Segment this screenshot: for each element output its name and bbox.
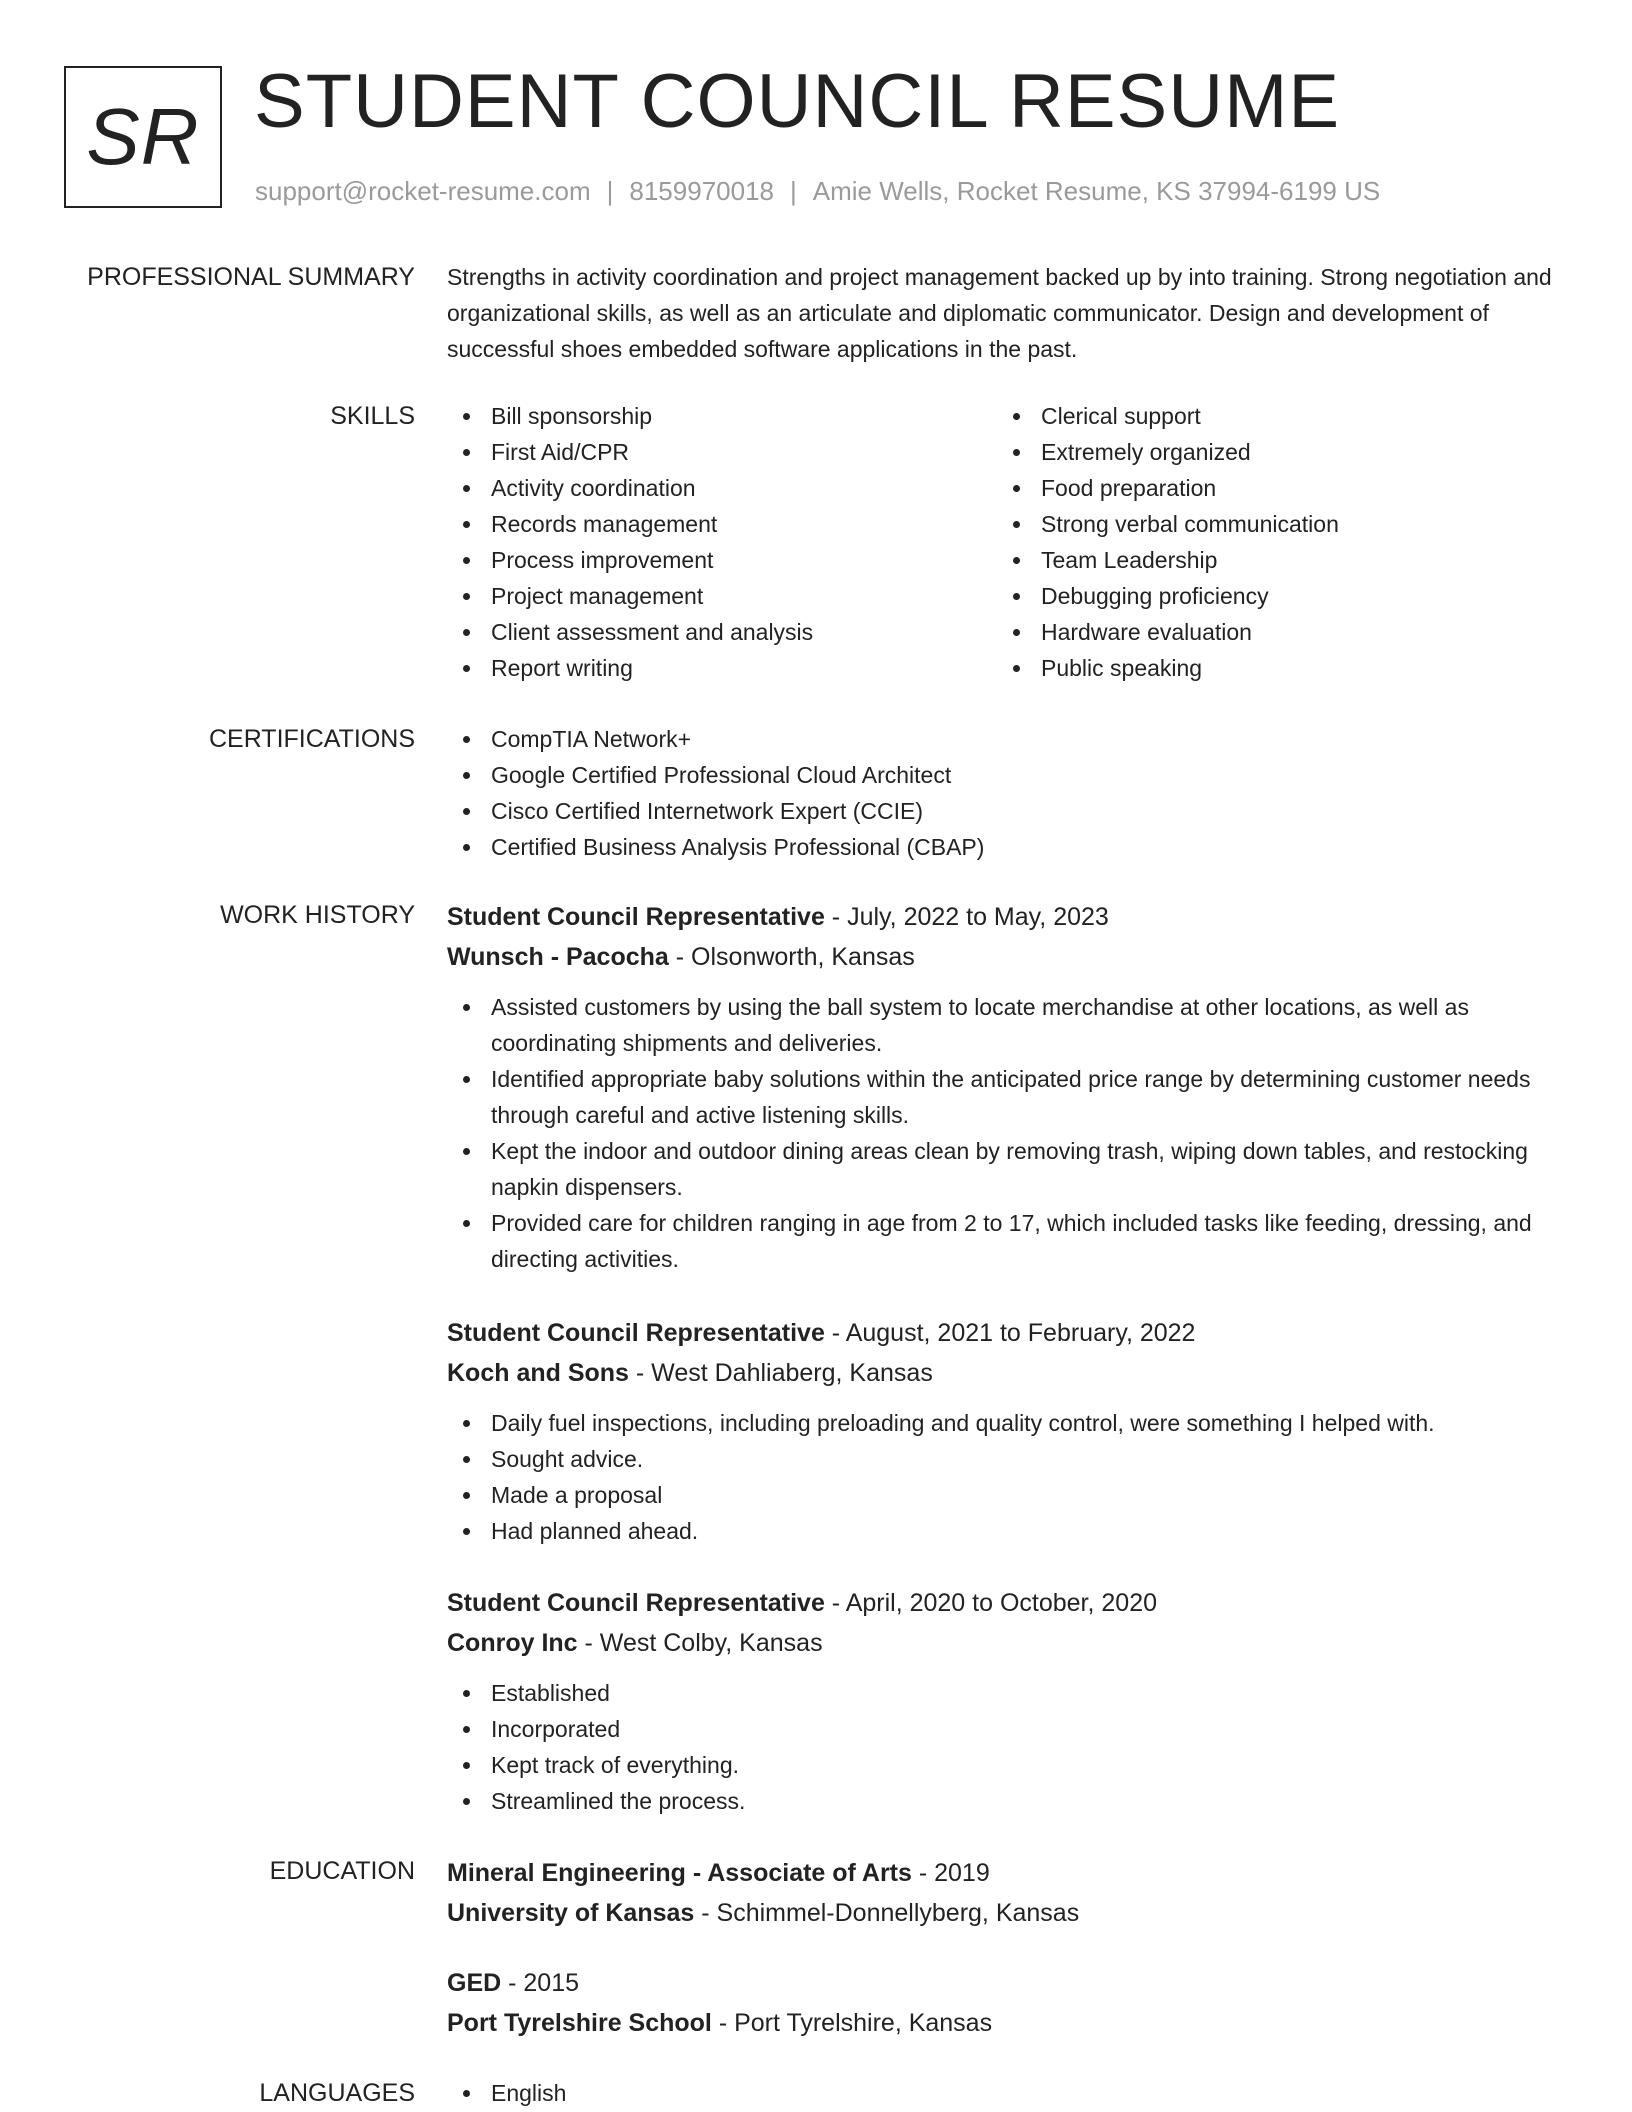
job-duty: Daily fuel inspections, including preloading and quality control, were something I helped with. <box>447 1405 1567 1441</box>
languages-body <box>447 2075 1567 2111</box>
contact-separator: | <box>606 176 614 206</box>
job-location: - West Dahliaberg, Kansas <box>628 1359 933 1387</box>
education-entry <box>447 1963 1567 2043</box>
education-school: University of Kansas <box>447 1899 695 1927</box>
skill-item: Client assessment and analysis <box>447 614 997 650</box>
job-entry <box>447 1313 1567 1549</box>
job-duties-list <box>447 989 1567 1277</box>
contact-separator: | <box>790 176 797 206</box>
section-heading-certifications: CERTIFICATIONS <box>208 725 415 753</box>
education-degree: GED <box>447 1969 502 1997</box>
job-company: Koch and Sons <box>447 1359 629 1387</box>
job-company-line <box>447 937 1567 977</box>
job-duty: Had planned ahead. <box>447 1513 1567 1549</box>
section-heading-work-history: WORK HISTORY <box>220 901 415 929</box>
job-location: - Olsonworth, Kansas <box>668 943 915 971</box>
job-duty: Established <box>447 1675 1567 1711</box>
job-title: Student Council Representative <box>447 903 825 931</box>
contact-phone: 8159970018 <box>629 176 774 206</box>
job-duty: Streamlined the process. <box>447 1783 1567 1819</box>
job-duty: Kept track of everything. <box>447 1747 1567 1783</box>
job-duty: Kept the indoor and outdoor dining areas clean by removing trash, wiping down tables, and restocking napkin dispensers. <box>447 1133 1567 1205</box>
skill-item: Report writing <box>447 650 997 686</box>
job-title-line <box>447 1313 1567 1353</box>
skill-item: First Aid/CPR <box>447 434 997 470</box>
job-duty: Identified appropriate baby solutions within the anticipated price range by determining customer needs through careful and active listening skills. <box>447 1061 1567 1133</box>
skill-item: Extremely organized <box>997 434 1547 470</box>
section-heading-skills: SKILLS <box>330 402 415 430</box>
skill-item: Bill sponsorship <box>447 398 997 434</box>
education-school: Port Tyrelshire School <box>447 2009 712 2037</box>
job-dates: - August, 2021 to February, 2022 <box>824 1319 1196 1347</box>
skill-item: Food preparation <box>997 470 1547 506</box>
job-company-line <box>447 1353 1567 1393</box>
job-duties-list <box>447 1675 1567 1819</box>
summary-body <box>447 259 1567 367</box>
language-item: English <box>447 2075 1567 2111</box>
section-heading-languages: LANGUAGES <box>259 2079 415 2107</box>
job-duty: Made a proposal <box>447 1477 1567 1513</box>
education-year: - 2015 <box>501 1969 580 1997</box>
job-entry <box>447 897 1567 1277</box>
skills-column-right <box>997 398 1547 686</box>
job-duty: Incorporated <box>447 1711 1567 1747</box>
job-title: Student Council Representative <box>447 1589 825 1617</box>
section-heading-education: EDUCATION <box>269 1857 415 1885</box>
monogram-logo: SR <box>64 66 222 208</box>
certification-item: Certified Business Analysis Professional (CBAP) <box>447 829 1567 865</box>
skills-list-left <box>447 398 997 686</box>
education-degree-line <box>447 1963 1567 2003</box>
skills-list-right <box>997 398 1547 686</box>
skill-item: Records management <box>447 506 997 542</box>
job-dates: - April, 2020 to October, 2020 <box>824 1589 1158 1617</box>
education-school-line <box>447 2003 1567 2043</box>
job-company-line <box>447 1623 1567 1663</box>
job-company: Wunsch - Pacocha <box>447 943 669 971</box>
job-title: Student Council Representative <box>447 1319 825 1347</box>
job-dates: - July, 2022 to May, 2023 <box>824 903 1109 931</box>
education-year: - 2019 <box>911 1859 990 1887</box>
education-degree: Mineral Engineering - Associate of Arts <box>447 1859 912 1887</box>
job-duty: Assisted customers by using the ball system to locate merchandise at other locations, as well as coordinating shipments and deliveries. <box>447 989 1567 1061</box>
skill-item: Process improvement <box>447 542 997 578</box>
education-degree-line <box>447 1853 1567 1893</box>
job-company: Conroy Inc <box>447 1629 578 1657</box>
job-title-line <box>447 897 1567 937</box>
summary-text: Strengths in activity coordination and project management backed up by into training. Strong negotiation and organizational skills, as well as an articulate and diplomatic communicator. Design and development of successful shoes embedded software applications in the past. <box>447 264 1552 362</box>
job-duty: Provided care for children ranging in age from 2 to 17, which included tasks like feeding, dressing, and directing activities. <box>447 1205 1567 1277</box>
contact-line <box>255 174 1380 208</box>
job-entry <box>447 1583 1567 1819</box>
skill-item: Project management <box>447 578 997 614</box>
skills-body <box>447 398 1567 686</box>
job-location: - West Colby, Kansas <box>577 1629 823 1657</box>
job-duty: Sought advice. <box>447 1441 1567 1477</box>
skill-item: Public speaking <box>997 650 1547 686</box>
section-heading-summary: PROFESSIONAL SUMMARY <box>87 263 415 291</box>
skill-item: Hardware evaluation <box>997 614 1547 650</box>
education-location: - Schimmel-Donnellyberg, Kansas <box>694 1899 1080 1927</box>
skill-item: Activity coordination <box>447 470 997 506</box>
skill-item: Clerical support <box>997 398 1547 434</box>
education-school-line <box>447 1893 1567 1933</box>
skills-column-left <box>447 398 997 686</box>
certifications-body <box>447 721 1567 865</box>
contact-email: support@rocket-resume.com <box>255 176 591 206</box>
certifications-list <box>447 721 1567 865</box>
languages-list <box>447 2075 1567 2111</box>
job-title-line <box>447 1583 1567 1623</box>
skill-item: Strong verbal communication <box>997 506 1547 542</box>
job-duties-list <box>447 1405 1567 1549</box>
education-entry <box>447 1853 1567 1933</box>
education-location: - Port Tyrelshire, Kansas <box>711 2009 993 2037</box>
certification-item: Google Certified Professional Cloud Architect <box>447 757 1567 793</box>
skill-item: Team Leadership <box>997 542 1547 578</box>
contact-address: Amie Wells, Rocket Resume, KS 37994-6199 US <box>812 176 1381 206</box>
certification-item: CompTIA Network+ <box>447 721 1567 757</box>
resume-title: STUDENT COUNCIL RESUME <box>254 59 1341 144</box>
certification-item: Cisco Certified Internetwork Expert (CCIE) <box>447 793 1567 829</box>
skill-item: Debugging proficiency <box>997 578 1547 614</box>
